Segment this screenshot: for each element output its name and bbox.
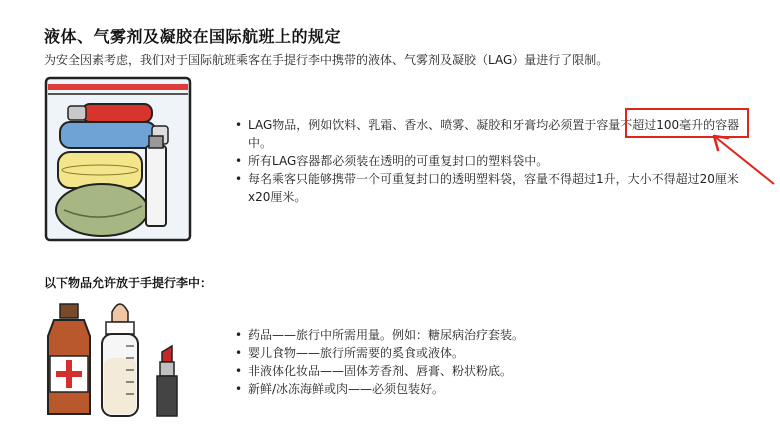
allowed-items-illustration [40,296,190,420]
allowed-items-list [232,326,752,398]
list-item: • 新鲜/冰冻海鲜或肉——必须包装好。 [232,380,752,398]
baby-bottle-icon [102,304,138,416]
arrow-icon [706,128,778,192]
page-title: 液体、气雾剂及凝胶在国际航班上的规定 [44,27,342,46]
page-subtitle: 为安全因素考虑，我们对于国际航班乘客在手提行李中携带的液体、气雾剂及凝胶（LAG）量进行了限制。 [44,53,609,67]
list-item: • 药品——旅行中所需用量。例如：糖尿病治疗套装。 [232,326,752,344]
list-item: • 每名乘客只能够携带一个可重复封口的透明塑料袋，容量不得超过1升，大小不得超过20厘米x20厘米。 [232,170,752,206]
list-item: • 非液体化妆品——固体芳香剂、唇膏、粉状粉底。 [232,362,752,380]
medicine-bottle-icon [48,304,90,414]
lipstick-icon [157,346,177,416]
section-title: 以下物品允许放于手提行李中： [44,276,213,290]
list-item: • 婴儿食物——旅行所需要的奚食或液体。 [232,344,752,362]
plastic-bag-icon [44,76,192,242]
list-item: • 所有LAG容器都必须装在透明的可重复封口的塑料袋中。 [232,152,752,170]
list-item: • LAG物品，例如饮料、乳霜、香水、喷雾、凝胶和牙膏均必须置于容量不超过100毫升的容器中。 [232,116,752,152]
